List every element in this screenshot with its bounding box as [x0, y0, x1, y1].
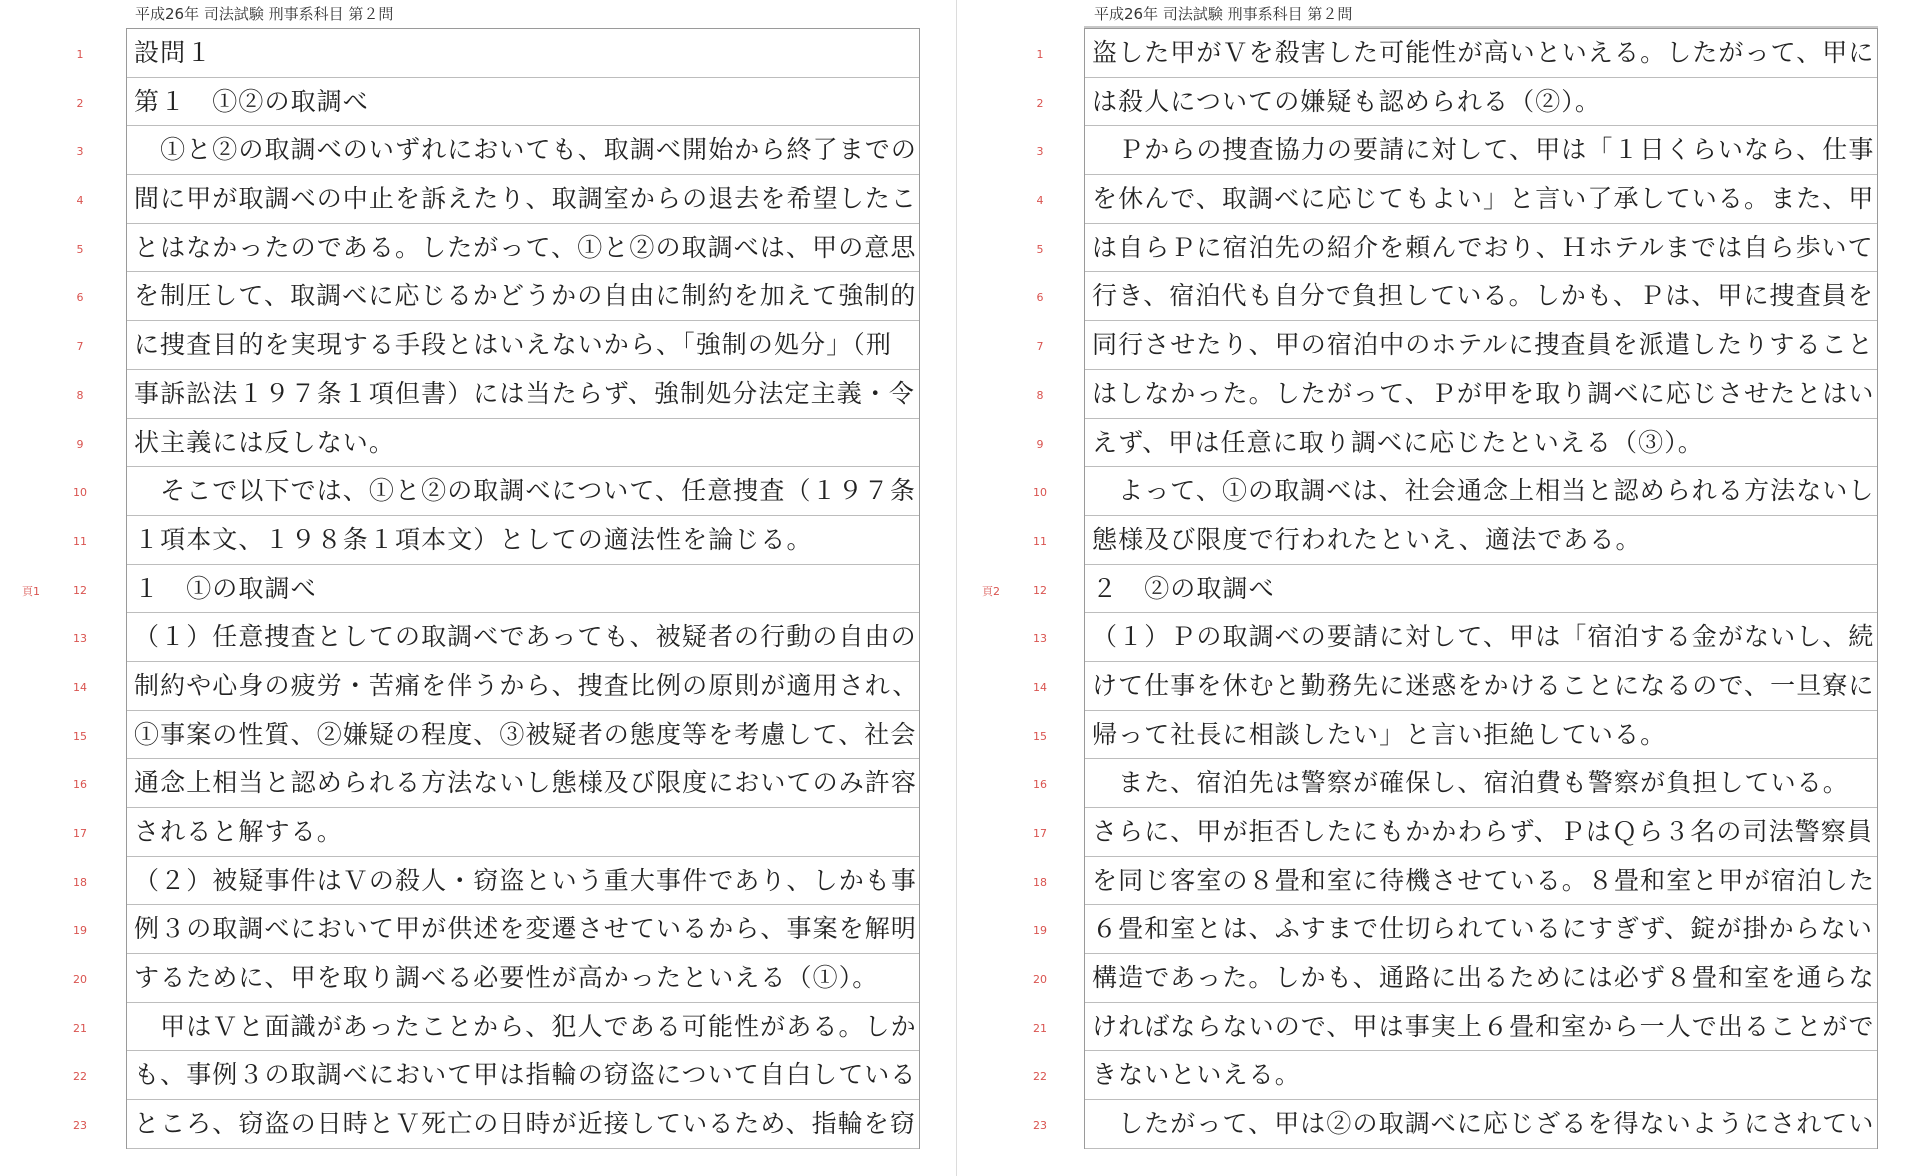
line-number: 19: [73, 924, 87, 938]
line-number: 3: [1036, 145, 1044, 159]
manuscript-line: ２ ②の取調べ: [1085, 565, 1877, 614]
right-answer-sheet: [1084, 28, 1878, 1149]
line-number: 21: [1033, 1021, 1047, 1035]
line-number: 6: [1036, 291, 1044, 305]
manuscript-line: 制約や心身の疲労・苦痛を伴うから、捜査比例の原則が適用され、: [127, 662, 919, 711]
manuscript-line: に捜査目的を実現する手段とはいえないから、「強制の処分」（刑: [127, 321, 919, 370]
manuscript-line: また、宿泊先は警察が確保し、宿泊費も警察が負担している。: [1085, 759, 1877, 808]
manuscript-line: を同じ客室の８畳和室に待機させている。８畳和室と甲が宿泊した: [1085, 857, 1877, 906]
line-number: 7: [76, 340, 84, 354]
line-number: 3: [76, 145, 84, 159]
manuscript-line: 同行させたり、甲の宿泊中のホテルに捜査員を派遣したりすること: [1085, 321, 1877, 370]
line-number: 5: [76, 242, 84, 256]
line-number: 6: [76, 291, 84, 305]
manuscript-line: さらに、甲が拒否したにもかかわらず、ＰはＱら３名の司法警察員: [1085, 808, 1877, 857]
line-number: 1: [1036, 48, 1044, 61]
manuscript-line: （１）任意捜査としての取調べであっても、被疑者の行動の自由の: [127, 613, 919, 662]
line-number: 8: [1036, 388, 1044, 402]
line-number: 4: [1036, 194, 1044, 208]
manuscript-line: 構造であった。しかも、通路に出るためには必ず８畳和室を通らな: [1085, 954, 1877, 1003]
manuscript-line: ①事案の性質、②嫌疑の程度、③被疑者の態度等を考慮して、社会: [127, 711, 919, 760]
line-number: 15: [73, 729, 87, 743]
line-number: 21: [73, 1021, 87, 1035]
manuscript-line: えず、甲は任意に取り調べに応じたといえる（③）。: [1085, 419, 1877, 468]
manuscript-line: を制圧して、取調べに応じるかどうかの自由に制約を加えて強制的: [127, 272, 919, 321]
line-number: 11: [73, 534, 87, 548]
line-number: 18: [1033, 875, 1047, 889]
manuscript-line: 行き、宿泊代も自分で負担している。しかも、Ｐは、甲に捜査員を: [1085, 272, 1877, 321]
line-number: 12: [73, 583, 87, 597]
manuscript-line: 態様及び限度で行われたといえ、適法である。: [1085, 516, 1877, 565]
left-answer-sheet: [126, 28, 920, 1149]
manuscript-line: を休んで、取調べに応じてもよい」と言い了承している。また、甲: [1085, 175, 1877, 224]
manuscript-line: 事訴訟法１９７条１項但書）には当たらず、強制処分法定主義・令: [127, 370, 919, 419]
line-number: 4: [76, 194, 84, 208]
manuscript-line: ６畳和室とは、ふすまで仕切られているにすぎず、錠が掛からない: [1085, 905, 1877, 954]
manuscript-line: 状主義には反しない。: [127, 419, 919, 468]
manuscript-line: 甲はＶと面識があったことから、犯人である可能性がある。しか: [127, 1003, 919, 1052]
line-number: 2: [1036, 96, 1044, 110]
right-page-marker: 頁2: [982, 585, 1000, 598]
manuscript-line: されると解する。: [127, 808, 919, 857]
left-page-marker: 頁1: [22, 585, 40, 598]
manuscript-line: 設問１: [127, 29, 919, 78]
line-number: 5: [1036, 242, 1044, 256]
manuscript-line: ければならないので、甲は事実上６畳和室から一人で出ることがで: [1085, 1003, 1877, 1052]
manuscript-line: １項本文、１９８条１項本文）としての適法性を論じる。: [127, 516, 919, 565]
manuscript-line: （２）被疑事件はＶの殺人・窃盗という重大事件であり、しかも事: [127, 857, 919, 906]
manuscript-line: も、事例３の取調べにおいて甲は指輪の窃盗について自白している: [127, 1051, 919, 1100]
manuscript-line: はしなかった。したがって、Ｐが甲を取り調べに応じさせたとはい: [1085, 370, 1877, 419]
line-number: 17: [73, 827, 87, 840]
line-number: 9: [76, 437, 84, 451]
line-number: 2: [76, 96, 84, 110]
line-number: 16: [1033, 778, 1047, 792]
manuscript-line: Ｐからの捜査協力の要請に対して、甲は「１日くらいなら、仕事: [1085, 126, 1877, 175]
line-number: 13: [1033, 632, 1047, 646]
line-number: 7: [1036, 340, 1044, 354]
manuscript-line: は自らＰに宿泊先の紹介を頼んでおり、Ｈホテルまでは自ら歩いて: [1085, 224, 1877, 273]
line-number: 14: [73, 680, 87, 694]
line-number: 13: [73, 632, 87, 646]
manuscript-line: そこで以下では、①と②の取調べについて、任意捜査（１９７条: [127, 467, 919, 516]
manuscript-line: 帰って社長に相談したい」と言い拒絶している。: [1085, 711, 1877, 760]
left-line-numbers: [65, 31, 95, 1151]
line-number: 20: [73, 973, 87, 987]
manuscript-line: 例３の取調べにおいて甲が供述を変遷させているから、事案を解明: [127, 905, 919, 954]
manuscript-line: とはなかったのである。したがって、①と②の取調べは、甲の意思: [127, 224, 919, 273]
left-page-header: 平成26年 司法試験 刑事系科目 第２問: [135, 5, 394, 23]
right-page-header: 平成26年 司法試験 刑事系科目 第２問: [1094, 5, 1353, 23]
line-number: 9: [1036, 437, 1044, 451]
manuscript-line: 盗した甲がＶを殺害した可能性が高いといえる。したがって、甲に: [1085, 29, 1877, 78]
line-number: 12: [1033, 583, 1047, 597]
line-number: 8: [76, 388, 84, 402]
line-number: 23: [73, 1119, 87, 1133]
page-divider: [956, 0, 957, 1176]
manuscript-line: したがって、甲は②の取調べに応じざるを得ないようにされてい: [1085, 1100, 1877, 1149]
manuscript-line: するために、甲を取り調べる必要性が高かったといえる（①）。: [127, 954, 919, 1003]
manuscript-line: １ ①の取調べ: [127, 565, 919, 614]
manuscript-line: ①と②の取調べのいずれにおいても、取調べ開始から終了までの: [127, 126, 919, 175]
manuscript-line: 間に甲が取調べの中止を訴えたり、取調室からの退去を希望したこ: [127, 175, 919, 224]
line-number: 16: [73, 778, 87, 792]
line-number: 20: [1033, 973, 1047, 987]
line-number: 22: [73, 1070, 87, 1084]
line-number: 10: [73, 486, 87, 500]
line-number: 10: [1033, 486, 1047, 500]
manuscript-line: 通念上相当と認められる方法ないし態様及び限度においてのみ許容: [127, 759, 919, 808]
right-line-numbers: [1025, 31, 1055, 1151]
line-number: 17: [1033, 827, 1047, 840]
manuscript-line: けて仕事を休むと勤務先に迷惑をかけることになるので、一旦寮に: [1085, 662, 1877, 711]
line-number: 18: [73, 875, 87, 889]
manuscript-line: よって、①の取調べは、社会通念上相当と認められる方法ないし: [1085, 467, 1877, 516]
line-number: 22: [1033, 1070, 1047, 1084]
manuscript-line: きないといえる。: [1085, 1051, 1877, 1100]
manuscript-line: 第１ ①②の取調べ: [127, 78, 919, 127]
line-number: 14: [1033, 680, 1047, 694]
line-number: 15: [1033, 729, 1047, 743]
manuscript-line: ところ、窃盗の日時とＶ死亡の日時が近接しているため、指輪を窃: [127, 1100, 919, 1149]
line-number: 23: [1033, 1119, 1047, 1133]
line-number: 19: [1033, 924, 1047, 938]
line-number: 11: [1033, 534, 1047, 548]
manuscript-line: （１）Ｐの取調べの要請に対して、甲は「宿泊する金がないし、続: [1085, 613, 1877, 662]
line-number: 1: [76, 48, 84, 61]
manuscript-line: は殺人についての嫌疑も認められる（②）。: [1085, 78, 1877, 127]
